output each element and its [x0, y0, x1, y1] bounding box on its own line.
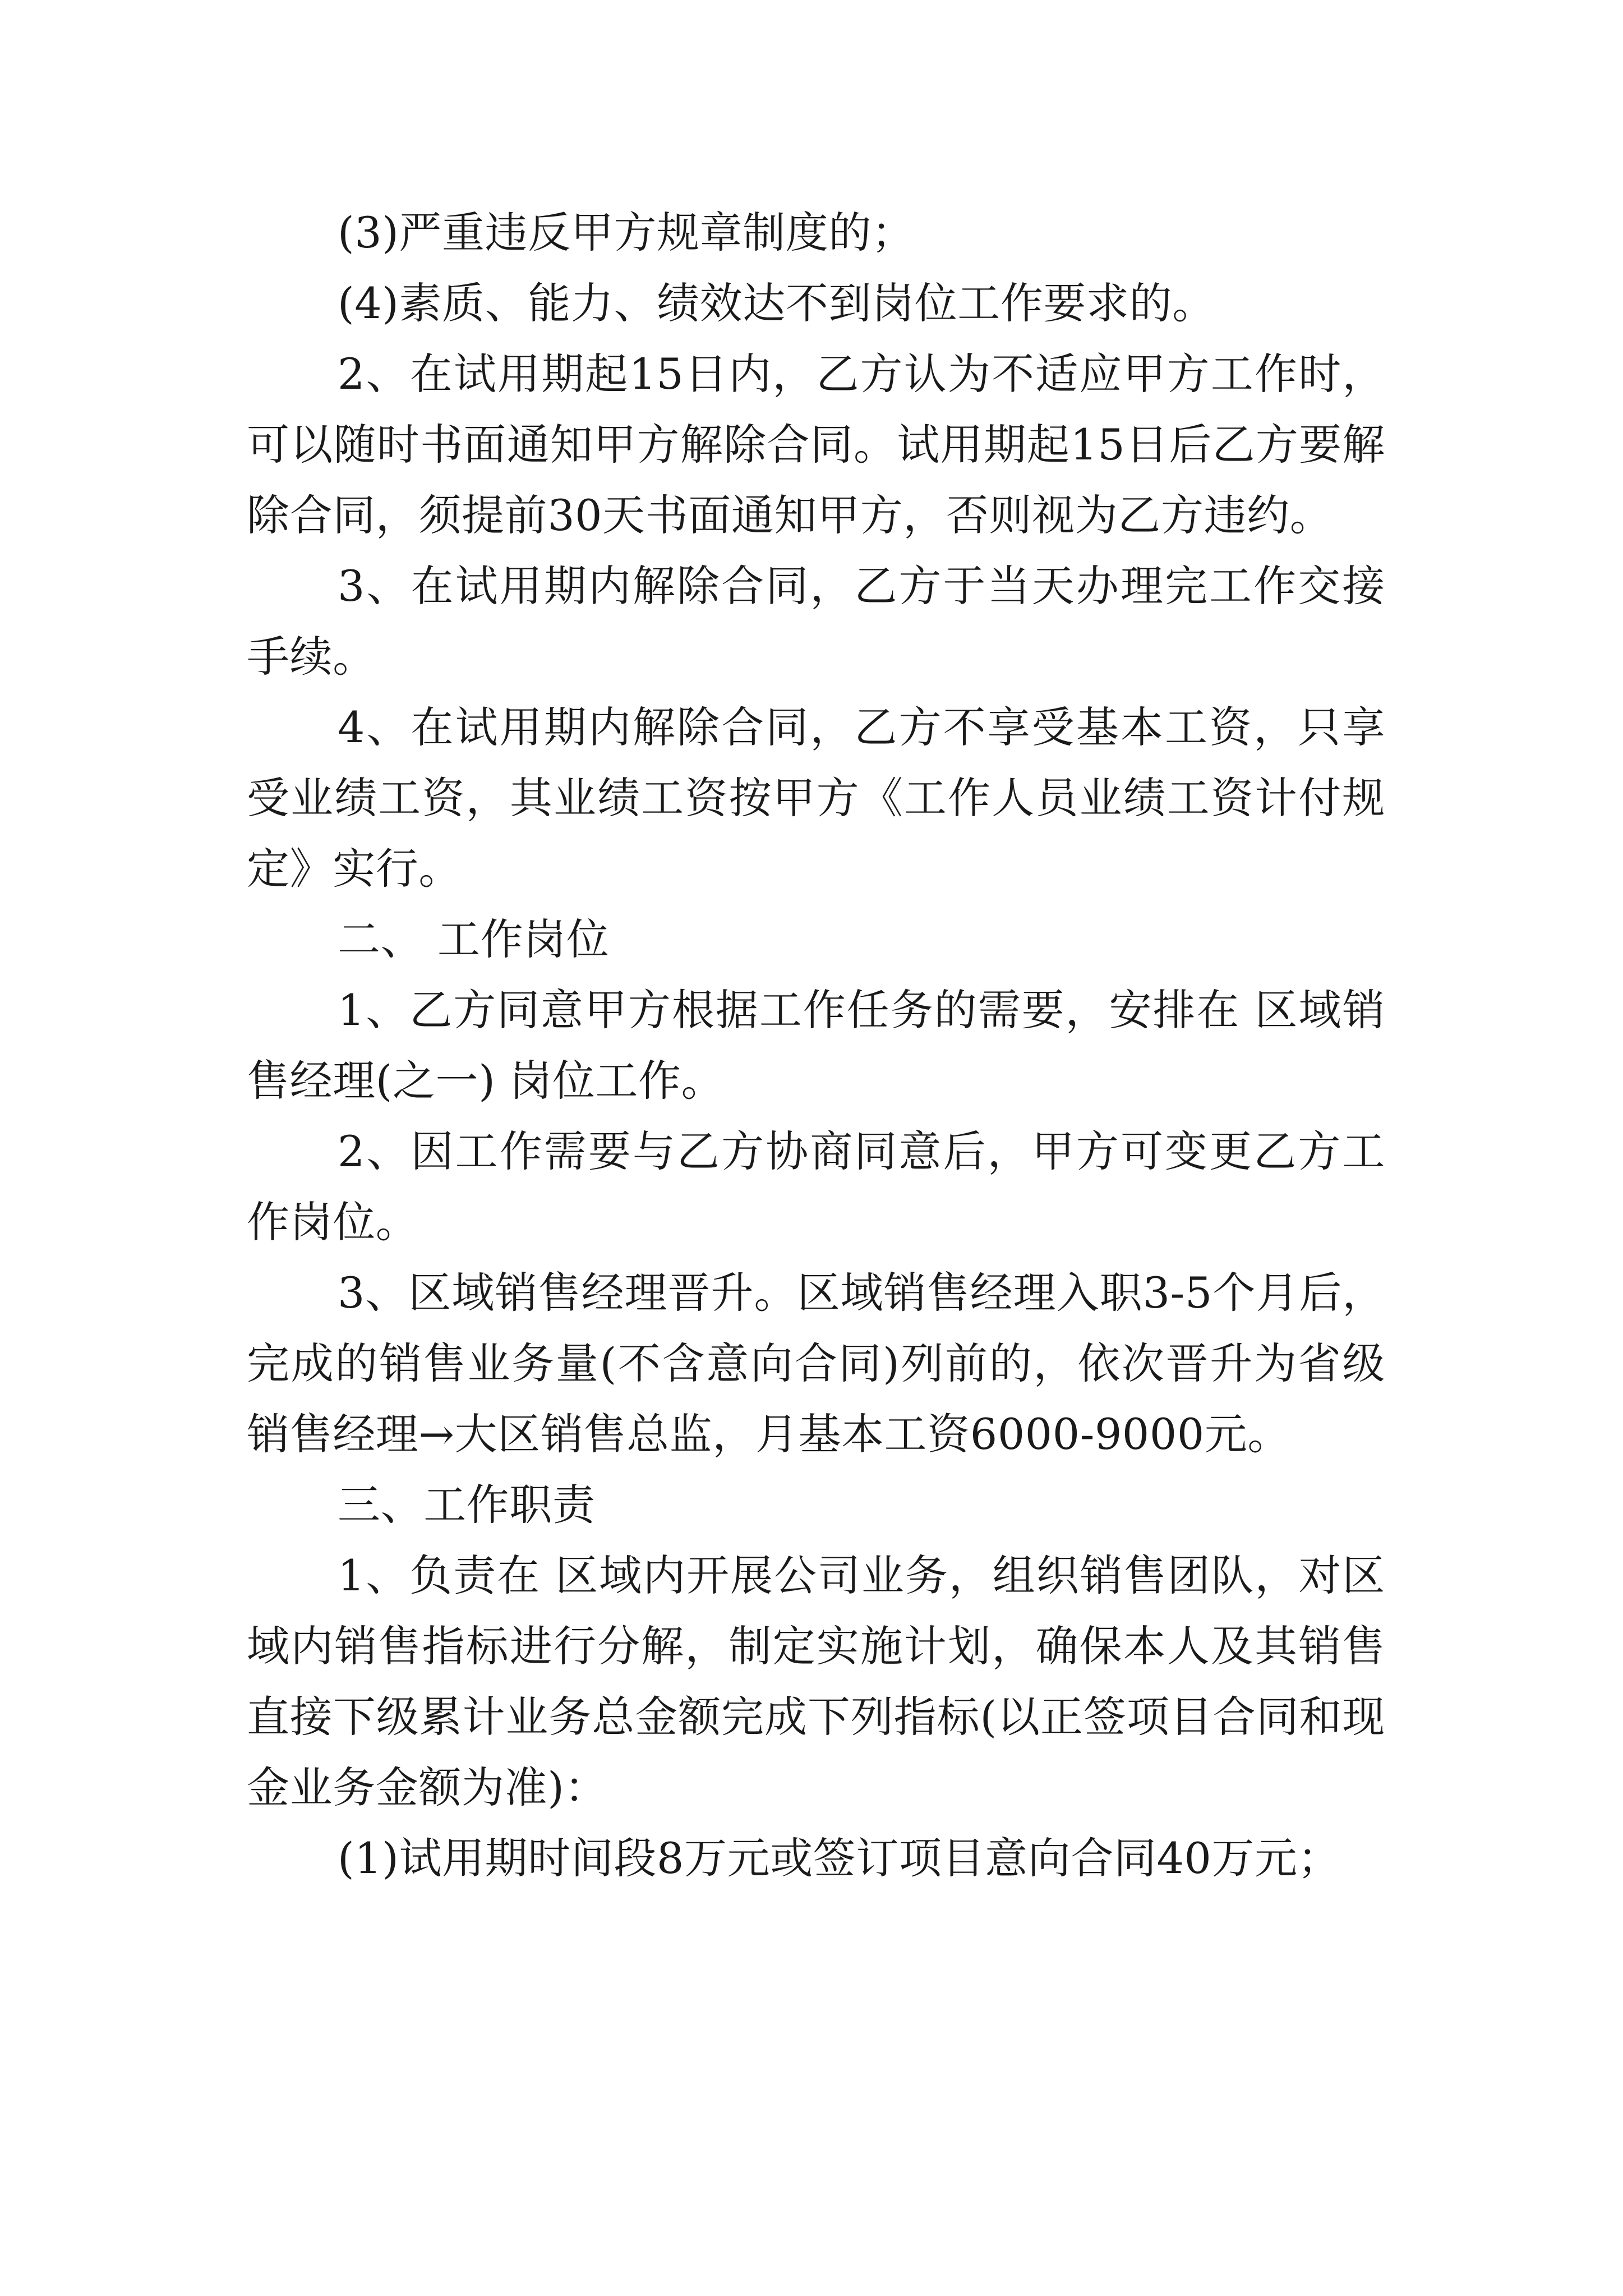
probation-clause-4: 4、在试用期内解除合同，乙方不享受基本工资，只享受业绩工资，其业绩工资按甲方《工作人员业绩工资计付规定》实行。 [247, 702, 1385, 894]
duties-clause-1: 1、负责在 区域内开展公司业务，组织销售团队，对区域内销售指标进行分解，制定实施计划，确保本人及其销售直接下级累计业务总金额完成下列指标(以正签项目合同和现金业务金额为准)： [247, 1550, 1385, 1812]
document-body [247, 197, 1385, 1894]
section-heading-job-duties: 三、工作职责 [338, 1480, 596, 1530]
position-clause-2: 2、因工作需要与乙方协商同意后，甲方可变更乙方工作岗位。 [247, 1126, 1385, 1247]
position-clause-3: 3、区域销售经理晋升。区域销售经理入职3-5个月后，完成的销售业务量(不含意向合同)列前的，依次晋升为省级销售经理→大区销售总监，月基本工资6000-9000元。 [247, 1268, 1385, 1459]
section-heading-job-position: 二、 工作岗位 [338, 914, 610, 964]
probation-clause-2: 2、在试用期起15日内，乙方认为不适应甲方工作时，可以随时书面通知甲方解除合同。试用期起15日后乙方要解除合同，须提前30天书面通知甲方，否则视为乙方违约。 [247, 349, 1385, 540]
clause-4-performance: (4)素质、能力、绩效达不到岗位工作要求的。 [338, 278, 1215, 328]
position-clause-1: 1、乙方同意甲方根据工作任务的需要，安排在 区域销售经理(之一) 岗位工作。 [247, 985, 1385, 1106]
probation-clause-3: 3、在试用期内解除合同，乙方于当天办理完工作交接手续。 [247, 561, 1385, 682]
duties-subclause-1: (1)试用期时间段8万元或签订项目意向合同40万元； [338, 1833, 1341, 1883]
clause-3-violation: (3)严重违反甲方规章制度的； [338, 208, 915, 257]
